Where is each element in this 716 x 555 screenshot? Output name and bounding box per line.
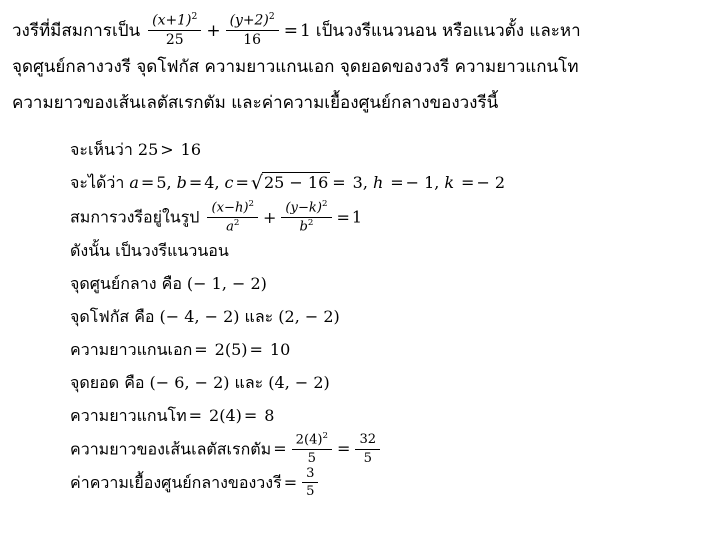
latus-rectum-numerator: $2(4)^2$: [292, 432, 332, 449]
step-3-label: สมการวงรีอยู่ในรูป: [70, 207, 200, 227]
eccentricity-numerator: 3: [302, 466, 318, 483]
minor-axis-expression: 2(4): [209, 406, 242, 426]
vertices-label: จุดยอด คือ: [70, 373, 145, 393]
value-k: 2: [494, 173, 506, 193]
step-1-label: จะเห็นว่า: [70, 140, 133, 160]
eccentricity-fraction: [302, 466, 318, 499]
fraction-1-numerator: $(x+1)^2$: [148, 12, 201, 31]
latus-rectum-equals-1: =: [273, 439, 287, 459]
radical-sign-icon: √: [250, 172, 263, 195]
major-axis-equals-2: =: [249, 340, 263, 360]
comma-2: ,: [214, 173, 220, 193]
minor-axis-equals-1: =: [188, 406, 203, 426]
foci-label: จุดโฟกัส คือ: [70, 307, 155, 327]
major-axis-equals-1: =: [194, 340, 208, 360]
problem-statement: [0, 0, 716, 121]
comma-1: ,: [166, 173, 172, 193]
focus-value-1: (− 4, − 2): [159, 307, 240, 327]
step-1-rhs: 16: [180, 140, 202, 160]
equals-c2: =: [332, 173, 346, 193]
value-b: 4: [204, 173, 215, 193]
standard-fraction-1-numerator: $(x-h)^2$: [207, 200, 258, 217]
solution-step-6: [70, 300, 716, 333]
comma-3: ,: [362, 173, 368, 193]
solution-step-3: [70, 200, 716, 234]
equals-c: =: [235, 173, 249, 193]
problem-line-2: จุดศูนย์กลางวงรี จุดโฟกัส ความยาวแกนเอก จุดยอดของวงรี ความยาวแกนโท: [12, 57, 579, 78]
minor-axis-equals-2: =: [243, 406, 258, 426]
solution-step-8: [70, 366, 716, 399]
value-h: 1: [424, 173, 435, 193]
comma-4: ,: [434, 173, 440, 193]
standard-form-one: 1: [351, 207, 363, 227]
plus-operator-1: +: [206, 21, 221, 42]
latus-rectum-denominator: 5: [307, 450, 316, 466]
var-b: b: [176, 173, 187, 193]
problem-line-3: ความยาวของเส้นเลตัสเรกตัม และค่าความเยื้องศูนย์กลางของวงรีนี้: [12, 93, 499, 114]
major-axis-label: ความยาวแกนเอก: [70, 340, 193, 360]
latus-rectum-label: ความยาวของเส้นเลตัสเรกตัม: [70, 439, 272, 459]
fraction-2-denominator: 16: [243, 31, 262, 48]
step-1-lhs: 25: [137, 140, 159, 160]
sign-k: −: [476, 173, 490, 193]
foci-conjunction: และ: [244, 307, 274, 327]
plus-operator-2: +: [263, 207, 277, 227]
var-h: h: [372, 173, 384, 193]
vertices-conjunction: และ: [234, 373, 264, 393]
vertex-value-1: (− 6, − 2): [149, 373, 230, 393]
major-axis-value: 10: [269, 340, 291, 360]
standard-fraction-2-denominator: $b^2$: [299, 217, 314, 234]
equation-fraction-2: [226, 12, 279, 48]
latus-rectum-fraction: [292, 432, 332, 466]
equals-a: =: [140, 173, 155, 193]
value-one: 1: [299, 21, 311, 42]
standard-form-fraction-1: [207, 200, 258, 234]
latus-rectum-result-numerator: 32: [355, 432, 380, 449]
focus-value-2: (2, − 2): [278, 307, 340, 327]
solution-block: [0, 121, 716, 499]
equals-h: =: [390, 173, 404, 193]
standard-fraction-2-numerator: $(y-k)^2$: [281, 200, 331, 217]
equation-fraction-1: [148, 12, 201, 48]
var-k: k: [444, 173, 455, 193]
eccentricity-label: ค่าความเยื้องศูนย์กลางของวงรี: [70, 472, 282, 492]
equals-operator-2: =: [336, 207, 350, 227]
solution-step-10: [70, 432, 716, 466]
equals-k: =: [461, 173, 475, 193]
step-2-label: จะได้ว่า: [70, 173, 125, 193]
minor-axis-label: ความยาวแกนโท: [70, 406, 187, 426]
latus-rectum-equals-2: =: [337, 439, 351, 459]
problem-line-1: [12, 12, 708, 49]
solution-step-5: [70, 267, 716, 300]
radicand: 25 − 16: [263, 173, 329, 193]
var-a: a: [129, 173, 139, 193]
minor-axis-value: 8: [264, 406, 275, 426]
problem-line-1-suffix: เป็นวงรีแนวนอน หรือแนวตั้ง และหา: [315, 21, 581, 42]
major-axis-expression: 2(5): [214, 340, 248, 360]
fraction-1-denominator: 25: [165, 31, 184, 48]
eccentricity-denominator: 5: [306, 483, 315, 499]
center-value: (− 1, − 2): [186, 274, 267, 294]
solution-step-7: [70, 333, 716, 366]
latus-rectum-result-fraction: [355, 432, 380, 465]
solution-step-11: [70, 466, 716, 499]
vertex-value-2: (4, − 2): [268, 373, 330, 393]
square-root-expression: [251, 166, 330, 200]
latus-rectum-result-denominator: 5: [363, 450, 372, 466]
value-a: 5: [156, 173, 167, 193]
greater-than-operator: >: [160, 140, 174, 160]
solution-step-9: [70, 399, 716, 432]
equals-operator-1: =: [283, 21, 298, 42]
solution-step-4: ดังนั้น เป็นวงรีแนวนอน: [70, 241, 229, 261]
eccentricity-equals: =: [283, 472, 298, 492]
var-c: c: [224, 173, 234, 193]
center-label: จุดศูนย์กลาง คือ: [70, 274, 182, 294]
value-c: 3: [352, 173, 363, 193]
equals-b: =: [188, 173, 203, 193]
standard-form-fraction-2: [281, 200, 331, 234]
fraction-2-numerator: $(y+2)^2$: [226, 12, 279, 31]
standard-fraction-1-denominator: $a^2$: [226, 217, 240, 234]
solution-step-2: [70, 166, 716, 200]
problem-line-1-prefix: วงรีที่มีสมการเป็น: [12, 21, 141, 42]
solution-step-1: [70, 133, 716, 166]
sign-h: −: [405, 173, 420, 193]
